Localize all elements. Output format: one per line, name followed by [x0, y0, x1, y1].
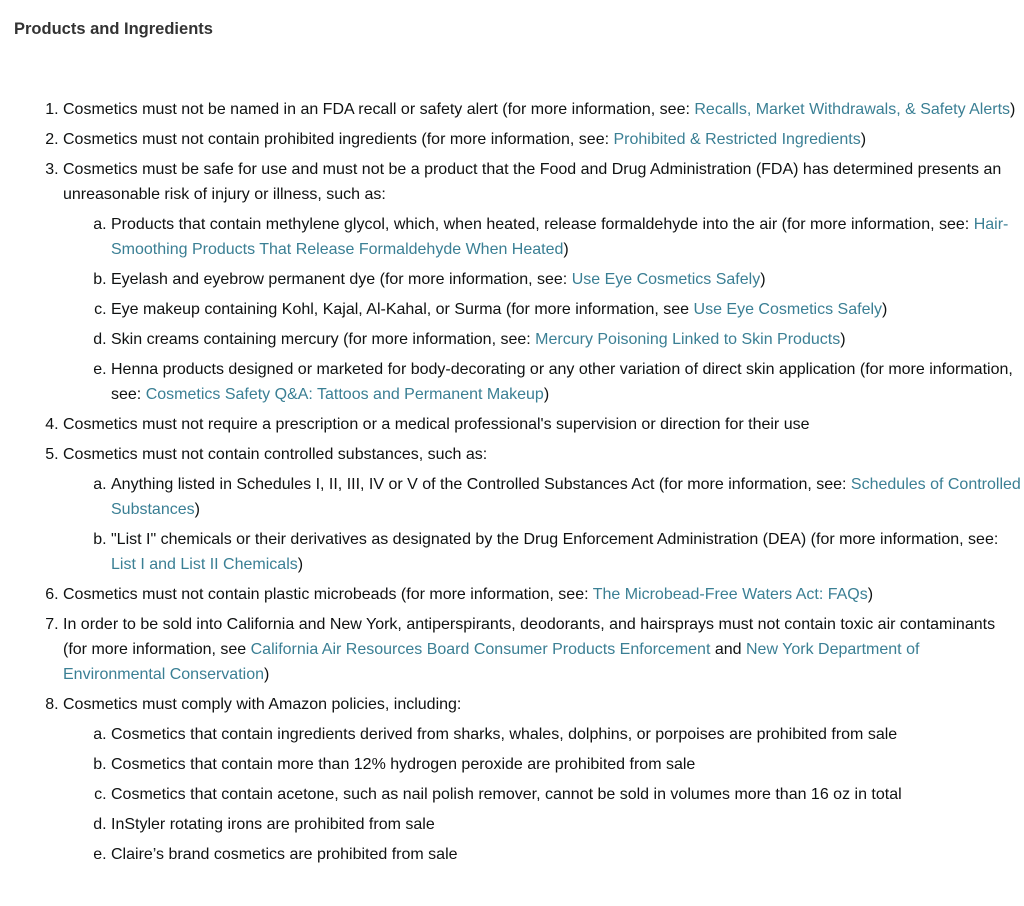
sub-list-item: a. Cosmetics that contain ingredients derived from sharks, whales, dolphins, or porpoises are prohibited from sale	[111, 722, 1023, 747]
eye-cosmetics-link[interactable]: Use Eye Cosmetics Safely	[571, 271, 761, 288]
list-item: 5. Cosmetics must not contain controlled substances, such as: a. Anything listed in Schedules I, II, III, IV or V of the Controlled Substances Act (for more information, see: Schedules of Controlled Substances) b. "List I" chemicals or their derivatives as designated by the Drug Enforcement Administration (DEA) (for more information, see: List I and List II Chemicals)	[63, 442, 1023, 577]
sub-list	[63, 212, 1023, 407]
sub-list	[63, 722, 1023, 867]
list-chemicals-link[interactable]: List I and List II Chemicals	[111, 556, 298, 573]
list-item: 7. In order to be sold into California and New York, antiperspirants, deodorants, and hairsprays must not contain toxic air contaminants (for more information, see California Air Resources Board Consumer Products Enforcement and New York Department of Environmental Conservation)	[63, 612, 1023, 687]
sub-list-item: a. Products that contain methylene glycol, which, when heated, release formaldehyde into the air (for more information, see: Hair-Smoothing Products That Release Formaldehyde When Heated)	[111, 212, 1023, 262]
sub-list-item: d. Skin creams containing mercury (for more information, see: Mercury Poisoning Linked to Skin Products)	[111, 327, 1023, 352]
recalls-link[interactable]: Recalls, Market Withdrawals, & Safety Alerts	[694, 101, 1011, 118]
carb-enforcement-link[interactable]: California Air Resources Board Consumer Products Enforcement	[250, 641, 711, 658]
sub-list-item: d. InStyler rotating irons are prohibited from sale	[111, 812, 1023, 837]
prohibited-ingredients-link[interactable]: Prohibited & Restricted Ingredients	[613, 131, 861, 148]
section-title: Products and Ingredients	[14, 20, 213, 38]
list-item: 8. Cosmetics must comply with Amazon policies, including: a. Cosmetics that contain ingredients derived from sharks, whales, dolphins, or porpoises are prohibited from sale b. Cosmetics that contain more than 12% hydrogen peroxide are prohibited from sale c. Cosmetics that contain acetone, such as nail polish remover, cannot be sold in volumes more than 16 oz in total d. InStyler rotating irons are prohibited from sale e. Claire’s brand cosmetics are prohibited from sale	[63, 692, 1023, 867]
list-item: 3. Cosmetics must be safe for use and must not be a product that the Food and Drug Administration (FDA) has determined presents an unreasonable risk of injury or illness, such as: a. Products that contain methylene glycol, which, when heated, release formaldehyde into the air (for more information, see: Hair-Smoothing Products That Release Formaldehyde When Heated) b. Eyelash and eyebrow permanent dye (for more information, see: Use Eye Cosmetics Safely) c. Eye makeup containing Kohl, Kajal, Al-Kahal, or Surma (for more information, see Use Eye Cosmetics Safely) d. Skin creams containing mercury (for more information, see: Mercury Poisoning Linked to Skin Products) e. Henna products designed or marketed for body-decorating or any other variation of direct skin application (for more information, see: Cosmetics Safety Q&A: Tattoos and Permanent Makeup)	[63, 157, 1023, 407]
tattoos-qa-link[interactable]: Cosmetics Safety Q&A: Tattoos and Permanent Makeup	[145, 386, 544, 403]
sub-list	[63, 472, 1023, 577]
requirements-list	[38, 97, 1023, 872]
sub-list-item: b. Eyelash and eyebrow permanent dye (for more information, see: Use Eye Cosmetics Safely)	[111, 267, 1023, 292]
sub-list-item: a. Anything listed in Schedules I, II, III, IV or V of the Controlled Substances Act (for more information, see: Schedules of Controlled Substances)	[111, 472, 1023, 522]
sub-list-item: c. Cosmetics that contain acetone, such as nail polish remover, cannot be sold in volumes more than 16 oz in total	[111, 782, 1023, 807]
controlled-substances-link[interactable]: Schedules of Controlled Substances	[111, 476, 1021, 518]
list-item: 4. Cosmetics must not require a prescription or a medical professional's supervision or direction for their use	[63, 412, 1023, 437]
list-item: 1. Cosmetics must not be named in an FDA recall or safety alert (for more information, see: Recalls, Market Withdrawals, & Safety Alerts)	[63, 97, 1023, 122]
hair-smoothing-link[interactable]: Hair-Smoothing Products That Release Formaldehyde When Heated	[111, 216, 1009, 258]
list-item: 2. Cosmetics must not contain prohibited ingredients (for more information, see: Prohibited & Restricted Ingredients)	[63, 127, 1023, 152]
list-item: 6. Cosmetics must not contain plastic microbeads (for more information, see: The Microbead-Free Waters Act: FAQs)	[63, 582, 1023, 607]
ny-dec-link[interactable]: New York Department of Environmental Conservation	[63, 641, 920, 683]
sub-list-item: e. Henna products designed or marketed for body-decorating or any other variation of direct skin application (for more information, see: Cosmetics Safety Q&A: Tattoos and Permanent Makeup)	[111, 357, 1023, 407]
mercury-poisoning-link[interactable]: Mercury Poisoning Linked to Skin Products	[535, 331, 841, 348]
sub-list-item: e. Claire’s brand cosmetics are prohibited from sale	[111, 842, 1023, 867]
eye-cosmetics-link[interactable]: Use Eye Cosmetics Safely	[693, 301, 883, 318]
microbead-faq-link[interactable]: The Microbead-Free Waters Act: FAQs	[592, 586, 868, 603]
sub-list-item: c. Eye makeup containing Kohl, Kajal, Al-Kahal, or Surma (for more information, see Use Eye Cosmetics Safely)	[111, 297, 1023, 322]
sub-list-item: b. "List I" chemicals or their derivatives as designated by the Drug Enforcement Administration (DEA) (for more information, see: List I and List II Chemicals)	[111, 527, 1023, 577]
sub-list-item: b. Cosmetics that contain more than 12% hydrogen peroxide are prohibited from sale	[111, 752, 1023, 777]
